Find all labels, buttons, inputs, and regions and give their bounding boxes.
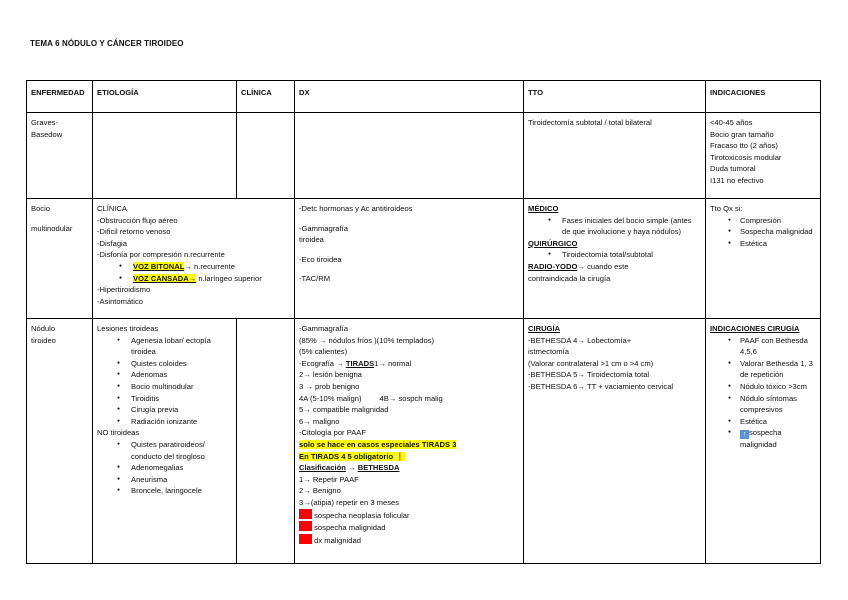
graves-clinica [237,113,295,199]
nodulo-lesiones-list [97,335,232,428]
graves-ind-item: Bocio gran tamaño [710,129,774,139]
voz-cansada-highlight: VOZ CANSADA→ [133,273,197,283]
nodulo-tto [524,319,706,564]
dx-line-tirads [299,358,519,370]
graves-etiologia [93,113,237,199]
nodulo-no-tiroidea-item: ● Aneurisma [131,474,232,486]
bocio-tto-quir-list [528,249,701,261]
nodulo-ind-list [710,335,816,451]
nodulo-tto-title: CIRUGÍA [528,324,561,333]
header-enfermedad: ENFERMEDAD [27,81,93,113]
disease-table [26,80,821,564]
dx-b4-text: sospecha neoplasia folicular [314,510,410,520]
voz-bitonal-highlight: VOZ BITONAL [133,261,185,271]
dx-highlight-2 [299,452,405,461]
bocio-tto-medico-item: ● Fases iniciales del bocio simple (antes de que involucione y haya nódulos) [562,215,701,238]
dx-bethesda-label: BETHESDA [357,463,400,473]
nodulo-no-tiroidea-item: ● Adenomegalias [131,462,232,474]
graves-indicaciones [706,113,821,199]
dx-line: -Citología por PAAF [299,428,366,438]
bocio-ind-title: Tto Qx si: [710,204,743,213]
nodulo-ind-item: ● PAAF con Bethesda 4,5,6 [740,335,816,358]
nodulo-ind-item-sospecha [740,427,816,451]
bocio-dx-item: -TAC/RM [299,274,331,284]
nodulo-name-1: Nódulo [31,324,56,333]
bocio-tto-quir-item: ● Tiroidectomía total/subtotal [562,249,701,261]
dx-highlight-1: solo se hace en casos especiales TIRADS 3 [299,439,457,449]
nodulo-ind-title: INDICACIONES CIRUGÍA [710,324,800,333]
bocio-name-2: multinodular [31,223,73,233]
nodulo-etiologia [93,319,237,564]
nodulo-ind-item: ● Nódulo síntomas compresivos [740,393,816,416]
bocio-tto-quir-title: QUIRÚRGICO [528,238,578,248]
header-etiologia: ETIOLOGÍA [93,81,237,113]
bocio-clinica-item: -Dificil retorno venoso [97,227,171,237]
dx-tirads-4b: 4B→ sospch malig [379,393,443,403]
bocio-ind-item: ● Compresión [740,215,816,227]
bocio-tto-radio-rest: → cuando este [577,261,629,271]
nodulo-no-tiroidea-item: ● Quistes paratiroideos/ conducto del tirogloso [131,439,232,462]
bocio-clinica-item: -Obstrucción flujo aéreo [97,215,178,225]
dx-highlight-2-text: En TIRADS 4 5 obligatorio [299,451,394,461]
dx-tirads-1: 1→ normal [374,358,412,368]
header-indicaciones: INDICACIONES [706,81,821,113]
dx-line: (85% → nódulos fríos )(10% templados) [299,335,435,345]
nodulo-lesiones-title: Lesiones tiroideas [97,324,159,333]
header-clinica: CLÍNICA [237,81,295,113]
nodulo-lesion-item: ● Bocio multinodular [131,381,232,393]
nodulo-lesion-item: ● Agenesia lobar/ ectopía tiroidea [131,335,232,358]
bocio-voz-cansada [133,273,290,285]
dx-line: 6→ maligno [299,416,340,426]
bocio-name-1: Bocio [31,204,50,213]
dx-b6-text: dx malignidad [314,535,361,545]
nodulo-tto-item: -BETHESDA 5→ Tiroidectomía total [528,370,650,380]
nodulo-name-2: tiroideo [31,335,56,345]
up-arrow-icon: ↑ [740,430,749,439]
dx-line-4 [299,393,519,405]
bocio-dx-item: -Gammagrafía [299,223,348,233]
bocio-clinica-item: -Disfonía por compresión n.recurrente [97,250,225,260]
bocio-tto-radio-2: contraindicada la cirugía [528,273,611,283]
header-row [27,81,821,113]
nodulo-tto-item: istmectomía [528,347,569,357]
bocio-clinica-item: -Asintomático [97,296,144,306]
nodulo-lesion-item: ● Tiroiditis [131,393,232,405]
graves-ind-item: Tirotoxicosis modular [710,152,782,162]
bocio-voz-list [97,261,290,284]
graves-ind-item: Duda tumoral [710,164,756,174]
header-tto: TTO [524,81,706,113]
dx-line: 3 → prob benigno [299,381,360,391]
bocio-ind-item: ● Sospecha malignidad [740,226,816,238]
dx-tirads-label: TIRADS [345,358,375,368]
nodulo-clinica [237,319,295,564]
nodulo-lesion-item: ● Quistes coloides [131,358,232,370]
nodulo-dx [295,319,524,564]
dx-line: 5→ compatible malignidad [299,405,389,415]
bocio-tto-medico-list [528,215,701,238]
document-title: TEMA 6 NÓDULO Y CÁNCER TIROIDEO [30,39,184,48]
header-dx: DX [295,81,524,113]
red-marker [299,509,312,519]
dx-line: 3→(atipia) repetir en 3 meses [299,497,400,507]
row-graves [27,113,821,199]
bocio-etiologia-clinica [93,199,295,319]
bocio-tto-radio-title: RADIO-YODO [528,261,578,271]
bocio-ind-item: ● Estética [740,238,816,250]
bocio-clinica-item: -Hipertiroidismo [97,285,151,295]
dx-line-b6 [299,534,519,547]
graves-dx [295,113,524,199]
graves-ind-item: <40-45 años [710,118,753,127]
bocio-dx-item: tiroidea [299,235,324,245]
dx-line: 2→ lesión benigna [299,370,362,380]
bocio-dx [295,199,524,319]
red-marker [299,534,312,544]
graves-tto-text: Tiroidectomía subtotal / total bilateral [528,118,652,127]
dx-line: 1→ Repetir PAAF [299,474,359,484]
nodulo-no-tiroideas-list [97,439,232,497]
nodulo-name [27,319,93,564]
voz-bitonal-rest: → n.recurrente [184,261,235,271]
nodulo-ind-item: ● Nódulo tóxico >3cm [740,381,816,393]
graves-ind-item: Fracaso tto (2 años) [710,141,778,151]
nodulo-lesion-item: ● Adenomas [131,369,232,381]
row-bocio [27,199,821,319]
nodulo-ind-item: ● Estética [740,416,816,428]
dx-clasificacion [299,462,519,474]
nodulo-no-tiroidea-item: ● Broncele, laringocele [131,485,232,497]
graves-tto [524,113,706,199]
graves-ind-item: I131 no efectivo [710,175,764,185]
dx-b5-text: sospecha malignidad [314,523,386,533]
bocio-indicaciones [706,199,821,319]
dx-line-b5 [299,521,519,534]
bocio-clinica-item: -Disfagia [97,238,127,248]
dx-clas-arrow: → [345,463,358,473]
nodulo-lesion-item: ● Radiación ionizante [131,416,232,428]
nodulo-indicaciones [706,319,821,564]
dx-line: -Gammagrafía [299,324,348,333]
bocio-dx-item: -Eco tiroidea [299,254,342,264]
nodulo-tto-item: (Valorar contralateral >1 cm o >4 cm) [528,358,654,368]
dx-tirads-4a: 4A (5-10% malign) [299,393,362,403]
voz-cansada-rest: n.laríngeo superior [196,273,262,283]
red-marker [299,521,312,531]
row-nodulo [27,319,821,564]
bocio-voz-bitonal [133,261,290,273]
dx-line-b4 [299,509,519,522]
bocio-tto-medico-title: MÉDICO [528,204,559,213]
dx-clas-label: Clasificación [299,463,346,473]
nodulo-ind-item: ● Valorar Bethesda 1, 3 de repetición [740,358,816,381]
nodulo-tto-item: -BETHESDA 4→ Lobectomía+ [528,335,632,345]
bocio-ind-list [710,215,816,250]
bocio-tto [524,199,706,319]
nodulo-ind-last-text: sospecha malignidad [740,428,782,450]
nodulo-tto-item: -BETHESDA 6→ TT + vaciamiento cervical [528,381,674,391]
bocio-dx-item: -Detc hormonas y Ac antitiroideos [299,204,413,213]
exclamation-icon: ❗ [395,451,405,461]
dx-line: 2→ Benigno [299,486,341,496]
graves-name: Graves- Basedow [27,113,93,199]
bocio-clinica-title: CLÍNICA [97,204,127,213]
nodulo-lesion-item: ● Cirugía previa [131,404,232,416]
bocio-name [27,199,93,319]
dx-eco-label: -Ecografía → [299,358,344,368]
dx-line: (5% calientes) [299,347,348,357]
nodulo-no-tiroideas-title: NO tiroideas [97,428,140,438]
